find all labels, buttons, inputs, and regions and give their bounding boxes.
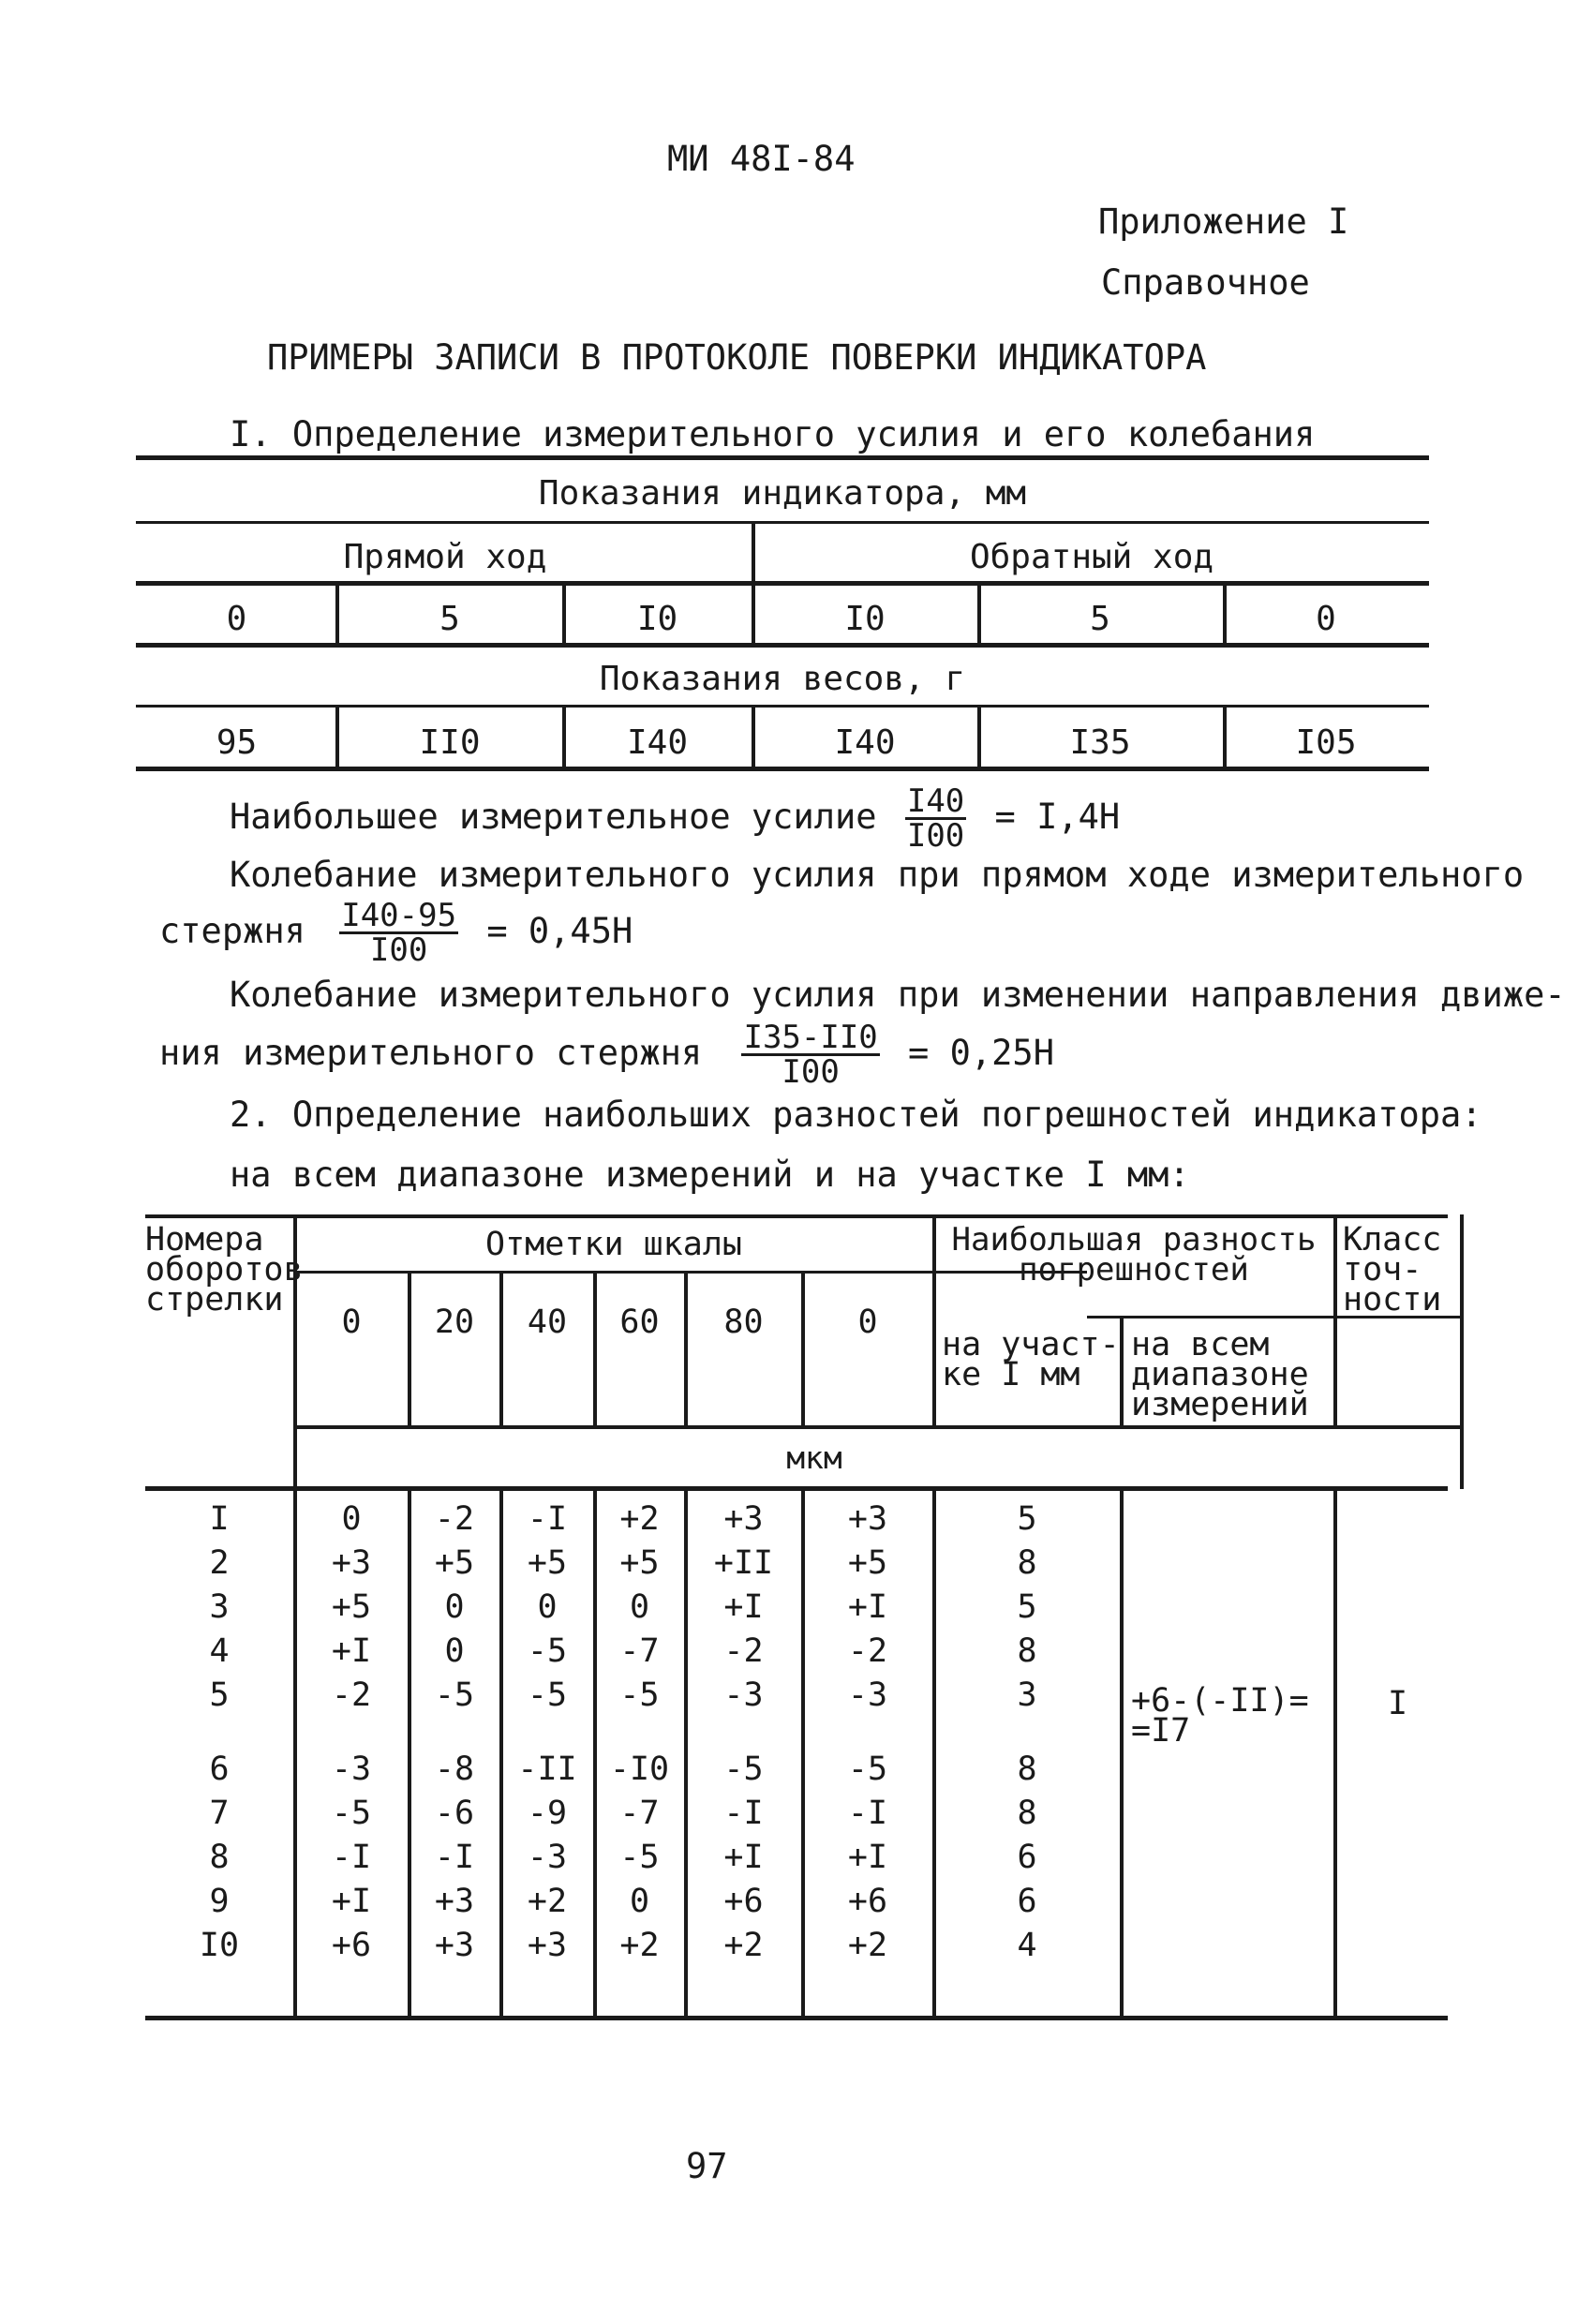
reverse-fluct-line2 [159,1019,1054,1091]
error-value: -II [517,1750,577,1788]
maxdiff-header-1: Наибольшая разность [951,1221,1317,1259]
error-value: +2 [723,1927,764,1964]
error-value: -8 [434,1750,475,1788]
indicator-value: I0 [636,600,678,638]
error-value: +I [723,1839,764,1876]
fraction-numerator: I40 [906,782,965,820]
error-value: -2 [723,1632,764,1670]
error-value: -3 [723,1676,764,1714]
error-value: -7 [619,1795,660,1832]
error-value: +5 [619,1544,660,1582]
indicator-value: 0 [226,600,247,638]
segment-header-2: ке I мм [942,1356,1080,1393]
forward-header: Прямой ход [343,538,547,576]
appendix-label: Приложение I [1098,201,1349,242]
indicator-value: I0 [844,600,886,638]
error-value: +6 [847,1883,888,1920]
reverse-fluct-text: ния измерительного стержня [159,1033,703,1073]
error-value: -3 [331,1750,372,1788]
mark-header: 60 [619,1304,660,1341]
error-value: +3 [527,1927,568,1964]
segment-header-1: на участ- [942,1326,1120,1363]
error-value: +5 [331,1588,372,1626]
section-1-heading: I. Определение измерительного усилия и его колебания [230,414,1316,454]
segment-diff-value: 4 [1017,1927,1037,1964]
indicator-value: 0 [1316,600,1336,638]
class-header-2: точ- [1343,1251,1422,1289]
fraction-numerator: I40-95 [341,897,457,934]
error-value: 0 [629,1883,650,1920]
error-value: +2 [619,1927,660,1964]
turn-number: I [209,1500,230,1538]
fraction-denominator: I00 [906,817,965,855]
marks-header: Отметки шкалы [485,1226,742,1263]
error-value: -I [847,1795,888,1832]
error-value: -5 [527,1632,568,1670]
error-value: +3 [434,1927,475,1964]
reverse-fluct-line1: Колебание измерительного усилия при изменении направления движе- [230,975,1566,1015]
error-value: -I [434,1839,475,1876]
segment-diff-value: 5 [1017,1500,1037,1538]
class-header-1: Класс [1343,1221,1442,1259]
error-value: -3 [847,1676,888,1714]
error-value: -2 [331,1676,372,1714]
document-code: МИ 48I-84 [667,139,856,179]
range-value-1: +6-(-II)= [1131,1682,1309,1720]
scale-value: I40 [626,723,689,762]
turn-number: 6 [209,1750,230,1788]
mark-header: 20 [434,1304,475,1341]
mark-header: 0 [857,1304,878,1341]
error-value: +I [723,1588,764,1626]
error-value: -I [331,1839,372,1876]
turn-number: 2 [209,1544,230,1582]
segment-diff-value: 6 [1017,1839,1037,1876]
turns-header-2: оборотов [145,1251,304,1289]
error-value: 0 [444,1588,465,1626]
section-2-heading: 2. Определение наибольших разностей погрешностей индикатора: [230,1095,1482,1135]
reverse-fluct-fraction [741,1019,879,1091]
error-value: +I [847,1839,888,1876]
max-force-fraction [905,782,966,855]
appendix-type: Справочное [1101,262,1310,303]
fraction-numerator: I35-II0 [743,1019,878,1056]
page-number: 97 [686,2146,728,2186]
fraction-denominator: I00 [782,1053,840,1091]
segment-diff-value: 6 [1017,1883,1037,1920]
error-value: +2 [527,1883,568,1920]
scale-value: II0 [419,723,481,762]
error-value: +II [713,1544,774,1582]
indicator-header: Показания индикатора, мм [538,474,1027,513]
error-value: +5 [847,1544,888,1582]
error-value: -I [723,1795,764,1832]
scale-value: I05 [1295,723,1357,762]
class-value: I [1387,1685,1408,1722]
indicator-value: 5 [439,600,460,638]
max-force-line [230,782,1121,855]
error-value: -9 [527,1795,568,1832]
error-value: -5 [331,1795,372,1832]
error-value: +5 [434,1544,475,1582]
error-value: -I [527,1500,568,1538]
segment-diff-value: 5 [1017,1588,1037,1626]
segment-diff-value: 8 [1017,1632,1037,1670]
max-force-result: = I,4H [994,797,1121,837]
forward-fluct-text: стержня [159,911,305,951]
error-value: +6 [331,1927,372,1964]
error-table [145,1214,1448,2020]
turn-number: 4 [209,1632,230,1670]
error-value: -5 [619,1839,660,1876]
error-value: 0 [629,1588,650,1626]
turn-number: I0 [199,1927,240,1964]
range-header-3: измерений [1131,1386,1309,1423]
class-header-3: ности [1343,1281,1442,1318]
forward-fluct-result: = 0,45H [486,911,633,951]
error-value: +3 [434,1883,475,1920]
error-value: +I [331,1632,372,1670]
error-value: 0 [341,1500,362,1538]
error-value: -I0 [609,1750,670,1788]
error-value: -6 [434,1795,475,1832]
scale-value: 95 [216,723,258,762]
turn-number: 5 [209,1676,230,1714]
segment-diff-value: 8 [1017,1795,1037,1832]
fraction-denominator: I00 [369,931,428,969]
range-header-2: диапазоне [1131,1356,1309,1393]
mark-header: 0 [341,1304,362,1341]
error-value: +3 [847,1500,888,1538]
error-value: -5 [619,1676,660,1714]
error-value: 0 [537,1588,558,1626]
error-value: -2 [434,1500,475,1538]
mark-header: 80 [723,1304,764,1341]
error-value: +6 [723,1883,764,1920]
error-value: -2 [847,1632,888,1670]
error-value: +I [331,1883,372,1920]
turns-header-1: Номера [145,1221,264,1259]
reverse-fluct-result: = 0,25H [908,1033,1054,1073]
error-value: -5 [847,1750,888,1788]
scale-value: I35 [1069,723,1131,762]
error-value: -5 [527,1676,568,1714]
error-value: -5 [434,1676,475,1714]
error-value: -5 [723,1750,764,1788]
turn-number: 7 [209,1795,230,1832]
segment-diff-value: 8 [1017,1544,1037,1582]
page-title: ПРИМЕРЫ ЗАПИСИ В ПРОТОКОЛЕ ПОВЕРКИ ИНДИКАТОРА [267,337,1207,378]
max-force-text: Наибольшее измерительное усилие [230,797,877,837]
segment-diff-value: 3 [1017,1676,1037,1714]
error-value: +2 [619,1500,660,1538]
error-value: +I [847,1588,888,1626]
error-value: +3 [331,1544,372,1582]
section-2-subheading: на всем диапазоне измерений и на участке I мм: [230,1155,1190,1195]
forward-fluct-line1: Колебание измерительного усилия при прямом ходе измерительного [230,855,1525,895]
error-value: 0 [444,1632,465,1670]
turn-number: 9 [209,1883,230,1920]
turns-header-3: стрелки [145,1281,284,1318]
range-header-1: на всем [1131,1326,1270,1363]
error-value: -7 [619,1632,660,1670]
range-value-2: =I7 [1131,1712,1191,1750]
turn-number: 3 [209,1588,230,1626]
error-value: +5 [527,1544,568,1582]
error-value: -3 [527,1839,568,1876]
scale-value: I40 [834,723,896,762]
scales-header: Показания весов, г [599,660,966,698]
indicator-value: 5 [1090,600,1110,638]
turn-number: 8 [209,1839,230,1876]
forward-fluct-line2 [159,897,633,969]
segment-diff-value: 8 [1017,1750,1037,1788]
mark-header: 40 [527,1304,568,1341]
reverse-header: Обратный ход [969,538,1214,576]
unit-label: мкм [786,1439,842,1476]
forward-fluct-fraction [339,897,458,969]
maxdiff-header-2: погрешностей [1019,1251,1249,1289]
error-value: +2 [847,1927,888,1964]
error-value: +3 [723,1500,764,1538]
